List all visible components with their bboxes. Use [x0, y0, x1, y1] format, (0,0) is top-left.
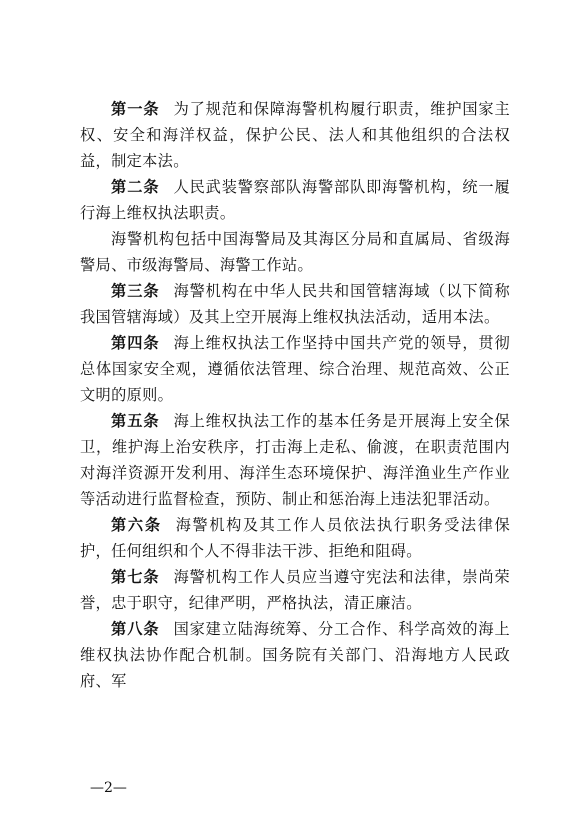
paragraph-article-2: [80, 174, 510, 226]
article-text: 海上维权执法工作的基本任务是开展海上安全保卫，维护海上治安秩序，打击海上走私、偷渡，在职责范围内对海洋资源开发利用、海洋生态环境保护、海洋渔业生产作业等活动进行监督检查，预防、制止和惩治海上违法犯罪活动。: [80, 412, 511, 508]
paragraph-article-4: [80, 330, 510, 408]
article-number: 第七条: [111, 568, 160, 586]
article-text: 海警机构包括中国海警局及其海区分局和直属局、省级海警局、市级海警局、海警工作站。: [80, 230, 510, 274]
law-text-body: [80, 96, 510, 694]
article-text: 海警机构及其工作人员依法执行职务受法律保护，任何组织和个人不得非法干涉、拒绝和阻碍。: [80, 516, 511, 560]
paragraph-article-5: [80, 408, 510, 512]
article-number: 第五条: [111, 412, 160, 430]
article-text: 海警机构工作人员应当遵守宪法和法律，崇尚荣誉，忠于职守，纪律严明，严格执法，清正廉洁。: [80, 568, 511, 612]
paragraph-article-7: [80, 564, 510, 616]
paragraph-article-3: [80, 278, 510, 330]
article-text: 人民武装警察部队海警部队即海警机构，统一履行海上维权执法职责。: [80, 178, 511, 222]
paragraph-article-6: [80, 512, 510, 564]
article-text: 国家建立陆海统筹、分工合作、科学高效的海上维权执法协作配合机制。国务院有关部门、沿海地方人民政府、军: [80, 620, 511, 690]
paragraph-article-1: [80, 96, 510, 174]
page-number: —2—: [90, 780, 127, 796]
article-number: 第一条: [111, 100, 160, 118]
article-number: 第六条: [111, 516, 162, 534]
article-number: 第三条: [111, 282, 160, 300]
article-number: 第八条: [111, 620, 160, 638]
paragraph-article-2-clause-2: [80, 226, 510, 278]
article-text: 为了规范和保障海警机构履行职责，维护国家主权、安全和海洋权益，保护公民、法人和其他组织的合法权益，制定本法。: [80, 100, 511, 170]
article-number: 第四条: [111, 334, 160, 352]
article-number: 第二条: [111, 178, 160, 196]
article-text: 海警机构在中华人民共和国管辖海域（以下简称我国管辖海域）及其上空开展海上维权执法活动，适用本法。: [80, 282, 511, 326]
paragraph-article-8: [80, 616, 510, 694]
article-text: 海上维权执法工作坚持中国共产党的领导，贯彻总体国家安全观，遵循依法管理、综合治理、规范高效、公正文明的原则。: [80, 334, 511, 404]
